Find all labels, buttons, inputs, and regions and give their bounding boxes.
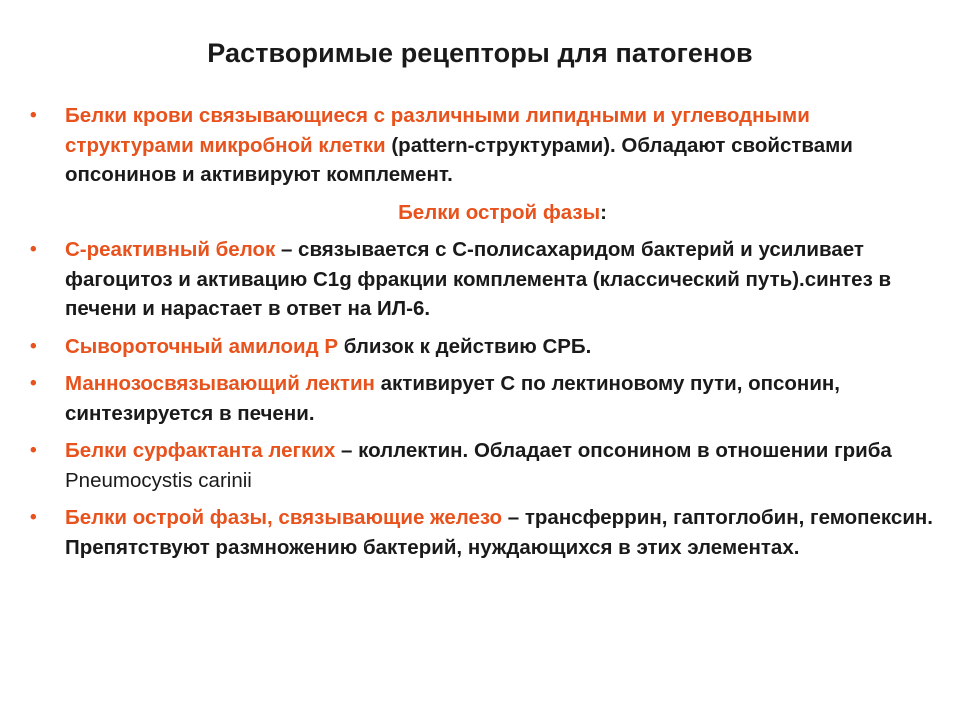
subheading-highlight: Белки острой фазы xyxy=(398,200,601,224)
bullet-icon: • xyxy=(30,507,37,528)
bullet-icon: • xyxy=(30,440,37,461)
item-text: (pattern-структурами). Обладают свойствами опсонинов и активируют комплемент. xyxy=(65,133,853,186)
item-text: – трансферрин, гаптоглобин, гемопексин. Препятствуют размножению бактерий, нуждающихся в этих элементах. xyxy=(65,506,933,559)
item-highlight: Сывороточный амилоид Р xyxy=(65,334,338,358)
list-item xyxy=(30,503,940,562)
bullet-icon: • xyxy=(30,373,37,394)
bullet-list xyxy=(30,101,940,570)
list-item xyxy=(30,235,940,324)
list-item xyxy=(30,436,940,495)
bullet-icon: • xyxy=(30,105,37,126)
item-text: – связывается с С-полисахаридом бактерий и усиливает фагоцитоз и активацию С1g фракции комплемента (классический путь).синтез в печени и нарастает в ответ на ИЛ-6. xyxy=(65,238,892,320)
slide-title: Растворимые рецепторы для патогенов xyxy=(207,38,753,68)
list-item xyxy=(30,101,940,190)
item-text: – коллектин. Обладает опсонином в отношении гриба xyxy=(335,439,892,462)
item-text: активирует С по лектиновому пути, опсонин, синтезируется в печени. xyxy=(65,372,840,425)
subheading xyxy=(30,198,940,228)
item-highlight: Белки сурфактанта легких xyxy=(65,439,336,462)
bullet-icon: • xyxy=(30,239,37,260)
item-text-species: Pneumocystis carinii xyxy=(65,468,252,492)
item-highlight: С-реактивный белок xyxy=(65,238,276,261)
item-highlight: Белки крови связывающиеся с различными липидными и углеводными структурами микробной клетки xyxy=(65,104,810,157)
item-highlight: Белки острой фазы, связывающие железо xyxy=(65,506,503,529)
list-item xyxy=(30,369,940,428)
list-item xyxy=(30,332,940,362)
bullet-icon: • xyxy=(30,335,37,357)
item-text: близок к действию СРБ. xyxy=(338,334,592,358)
item-highlight: Маннозосвязывающий лектин xyxy=(65,372,375,395)
subheading-suffix: : xyxy=(600,200,607,224)
